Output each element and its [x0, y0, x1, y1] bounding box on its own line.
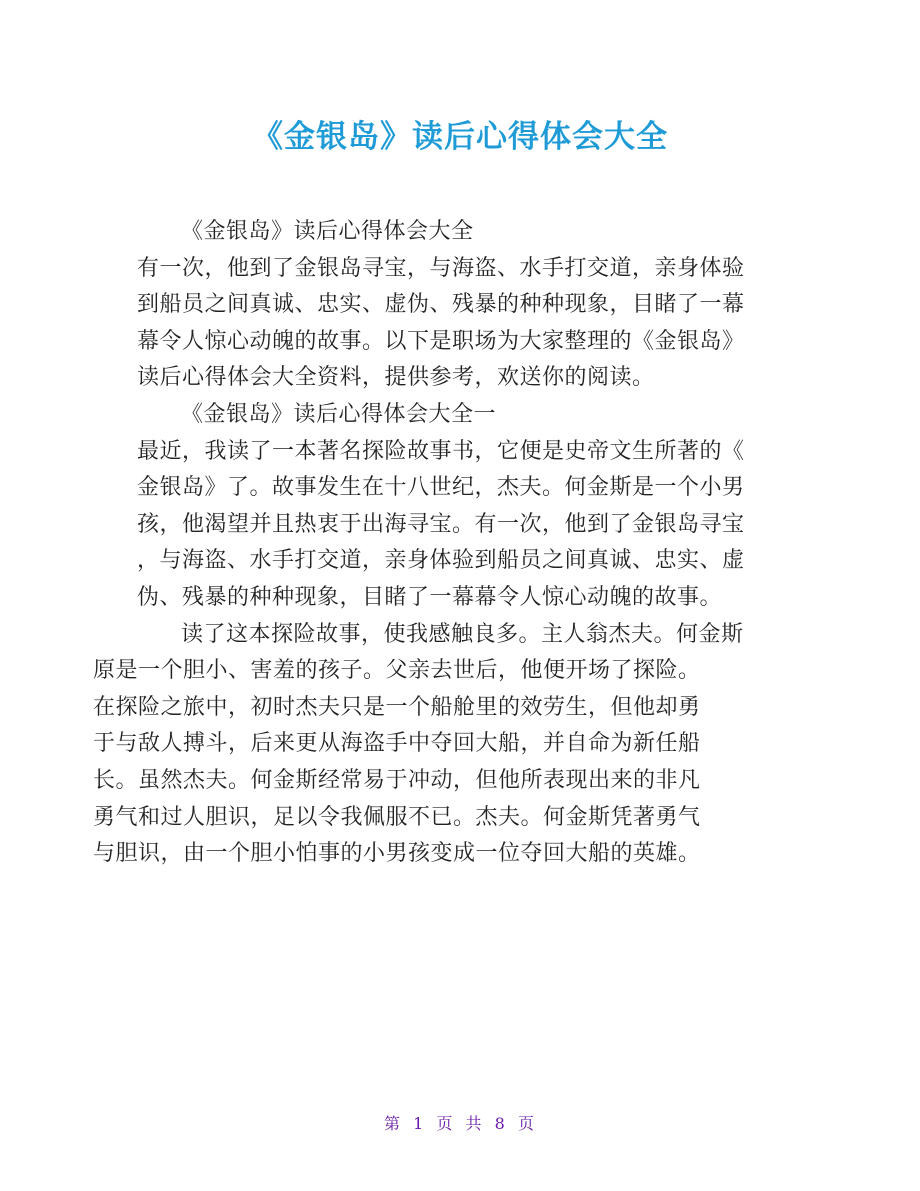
footer-page-unit: 页: [436, 1114, 455, 1133]
footer-page-label: 第: [384, 1114, 403, 1133]
text-line: 读后心得体会大全资料，提供参考，欢送你的阅读。: [137, 365, 655, 391]
footer-current-page: 1: [413, 1114, 426, 1133]
text-line: ，与海盗、水手打交道，亲身体验到船员之间真诚、忠实、虚: [137, 548, 745, 574]
text-line: 长。虽然杰夫。何金斯经常易于冲动，但他所表现出来的非凡: [93, 767, 701, 793]
document-title: 《金银岛》读后心得体会大全: [252, 119, 668, 155]
text-line: 幕令人惊心动魄的故事。以下是职场为大家整理的《金银岛》: [137, 328, 745, 354]
text-line: 有一次，他到了金银岛寻宝，与海盗、水手打交道，亲身体验: [137, 255, 745, 281]
text-line: 原是一个胆小、害羞的孩子。父亲去世后，他便开场了探险。: [93, 658, 701, 684]
text-line: 《金银岛》读后心得体会大全一: [181, 401, 497, 427]
footer-total-pages: 8: [494, 1114, 507, 1133]
text-line: 伪、残暴的种种现象，目睹了一幕幕令人惊心动魄的故事。: [137, 584, 723, 610]
paragraph-subtitle-1: [137, 214, 785, 251]
text-line: 到船员之间真诚、忠实、虚伪、残暴的种种现象，目睹了一幕: [137, 292, 745, 318]
text-line: 金银岛》了。故事发生在十八世纪，杰夫。何金斯是一个小男: [137, 475, 745, 501]
footer-total-label: 共: [465, 1114, 484, 1133]
text-line: 读了这本探险故事，使我感触良多。主人翁杰夫。何金斯: [181, 621, 744, 647]
paragraph-story: [137, 434, 785, 617]
page-footer: [0, 1114, 920, 1134]
text-line: 最近，我读了一本著名探险故事书，它便是史帝文生所著的《: [137, 438, 745, 464]
paragraph-reflection: [93, 617, 785, 873]
paragraph-subtitle-2: [137, 397, 785, 434]
document-body: [93, 214, 785, 873]
text-line: 勇气和过人胆识，足以令我佩服不已。杰夫。何金斯凭著勇气: [93, 804, 701, 830]
text-line: 与胆识，由一个胆小怕事的小男孩变成一位夺回大船的英雄。: [93, 841, 701, 867]
text-line: 孩，他渴望并且热衷于出海寻宝。有一次，他到了金银岛寻宝: [137, 511, 745, 537]
text-line: 《金银岛》读后心得体会大全: [181, 219, 474, 244]
footer-total-unit: 页: [517, 1114, 536, 1133]
text-line: 在探险之旅中，初时杰夫只是一个船舱里的效劳生，但他却勇: [93, 694, 701, 720]
paragraph-intro: [137, 251, 785, 397]
text-line: 于与敌人搏斗，后来更从海盗手中夺回大船，并自命为新任船: [93, 731, 701, 757]
